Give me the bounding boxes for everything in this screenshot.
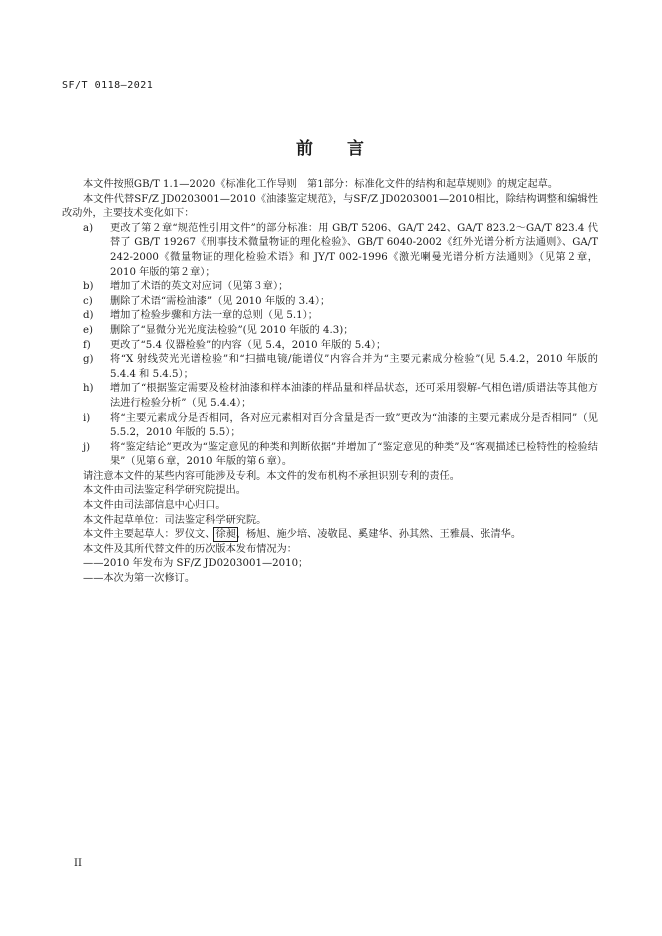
- change-marker: e): [83, 324, 94, 336]
- change-text: 删除了术语“需检油漆”（见 2010 年版的 3.4）；: [110, 295, 331, 307]
- change-marker: c): [83, 295, 93, 307]
- change-marker: h): [83, 383, 94, 395]
- change-marker: d): [83, 310, 94, 322]
- history-item: ——2010 年发布为 SF/Z JD0203001—2010；: [83, 558, 309, 570]
- centralized-note: 本文件由司法部信息中心归口。: [83, 500, 226, 512]
- change-text: 增加了“根据鉴定需要及检材油漆和样本油漆的样品量和样品状态，还可采用裂解-气相色谱/质谱法等其他方法进行检验分析”（见 5.4.4）；: [110, 383, 598, 409]
- change-text: 更改了“5.4 仪器检验”的内容（见 5.4，2010 年版的 5.4）；: [110, 339, 387, 351]
- foreword-body: [62, 178, 598, 587]
- document-id: SF/T 0118—2021: [62, 80, 154, 91]
- change-item: [62, 324, 598, 339]
- page-number: II: [74, 858, 82, 869]
- drafting-unit-note: 本文件起草单位：司法鉴定科学研究院。: [83, 514, 267, 526]
- drafters-note: [62, 528, 598, 543]
- drafting-rule-paragraph: 本文件按照GB/T 1.1—2020《标准化工作导则 第1部分：标准化文件的结构和起草规则》的规定起草。: [83, 179, 559, 190]
- change-marker: j): [83, 441, 91, 453]
- change-item: [62, 412, 598, 441]
- change-marker: a): [83, 222, 94, 234]
- replacement-paragraph: 本文件代替SF/Z JD0203001—2010《油漆鉴定规范》，与SF/Z JD0203001—2010相比，除结构调整和编辑性改动外，主要技术变化如下：: [62, 193, 598, 220]
- change-marker: i): [83, 412, 91, 424]
- change-text: 将“X 射线荧光光谱检验”和“扫描电镜/能谱仪”内容合并为“主要元素成分检验”(见 5.4.2，2010 年版的 5.4.4 和 5.4.5）；: [110, 354, 598, 380]
- change-text: 更改了第２章“规范性引用文件”的部分标准：用 GB/T 5206、GA/T 242、GA/T 823.2～GA/T 823.4 代替了 GB/T 19267《刑事技术微量物证的理化检验》、GB/T 6040-2002《红外光谱分析方法通则》、GA/T 242-2000《微量物证的理化检验术语》和 JY/T 002-1996《激光喇曼光谱分析方法通则》（见第２章，2010 年版的第２章）；: [110, 222, 598, 278]
- change-text: 增加了检验步骤和方法一章的总则（见 5.1）；: [110, 310, 318, 322]
- change-item: [62, 382, 598, 411]
- change-marker: f): [83, 339, 91, 351]
- change-item: [62, 353, 598, 382]
- change-item: [62, 309, 598, 324]
- history-item: ——本次为第一次修订。: [83, 573, 196, 585]
- change-marker: g): [83, 354, 94, 366]
- proposer-note: 本文件由司法鉴定科学研究院提出。: [83, 485, 246, 497]
- change-item: [62, 339, 598, 354]
- drafter-name-boxed: 徐昶: [215, 529, 236, 541]
- title-char-1: 前: [296, 139, 315, 159]
- change-text: 增加了术语的英文对应词（见第３章）；: [110, 281, 289, 293]
- drafters-prefix: 本文件主要起草人：罗仪文、: [83, 529, 216, 541]
- title-char-2: 言: [347, 139, 366, 159]
- change-text: 将“鉴定结论”更改为“鉴定意见的种类和判断依据”并增加了“鉴定意见的种类”及“客观描述已检特性的检验结果”（见第６章，2010 年版的第６章）。: [110, 441, 598, 468]
- change-item: [62, 441, 598, 470]
- change-item: [62, 280, 598, 295]
- change-marker: b): [83, 281, 94, 293]
- patent-note: 请注意本文件的某些内容可能涉及专利。本文件的发布机构不承担识别专利的责任。: [83, 470, 460, 482]
- change-item: [62, 222, 598, 280]
- change-item: [62, 295, 598, 310]
- drafters-suffix: 、杨旭、施少培、凌敬昆、奚建华、孙其然、王雅晨、张清华。: [235, 529, 522, 541]
- change-text: 删除了“显微分光光度法检验”(见 2010 年版的 4.3)；: [110, 324, 354, 336]
- page-title: [0, 134, 662, 159]
- history-intro: 本文件及其所代替文件的历次版本发布情况为：: [83, 543, 297, 555]
- change-text: 将“主要元素成分是否相同，各对应元素相对百分含量是否一致”更改为“油漆的主要元素成分是否相同”（见 5.5.2，2010 年版的 5.5）；: [110, 412, 598, 439]
